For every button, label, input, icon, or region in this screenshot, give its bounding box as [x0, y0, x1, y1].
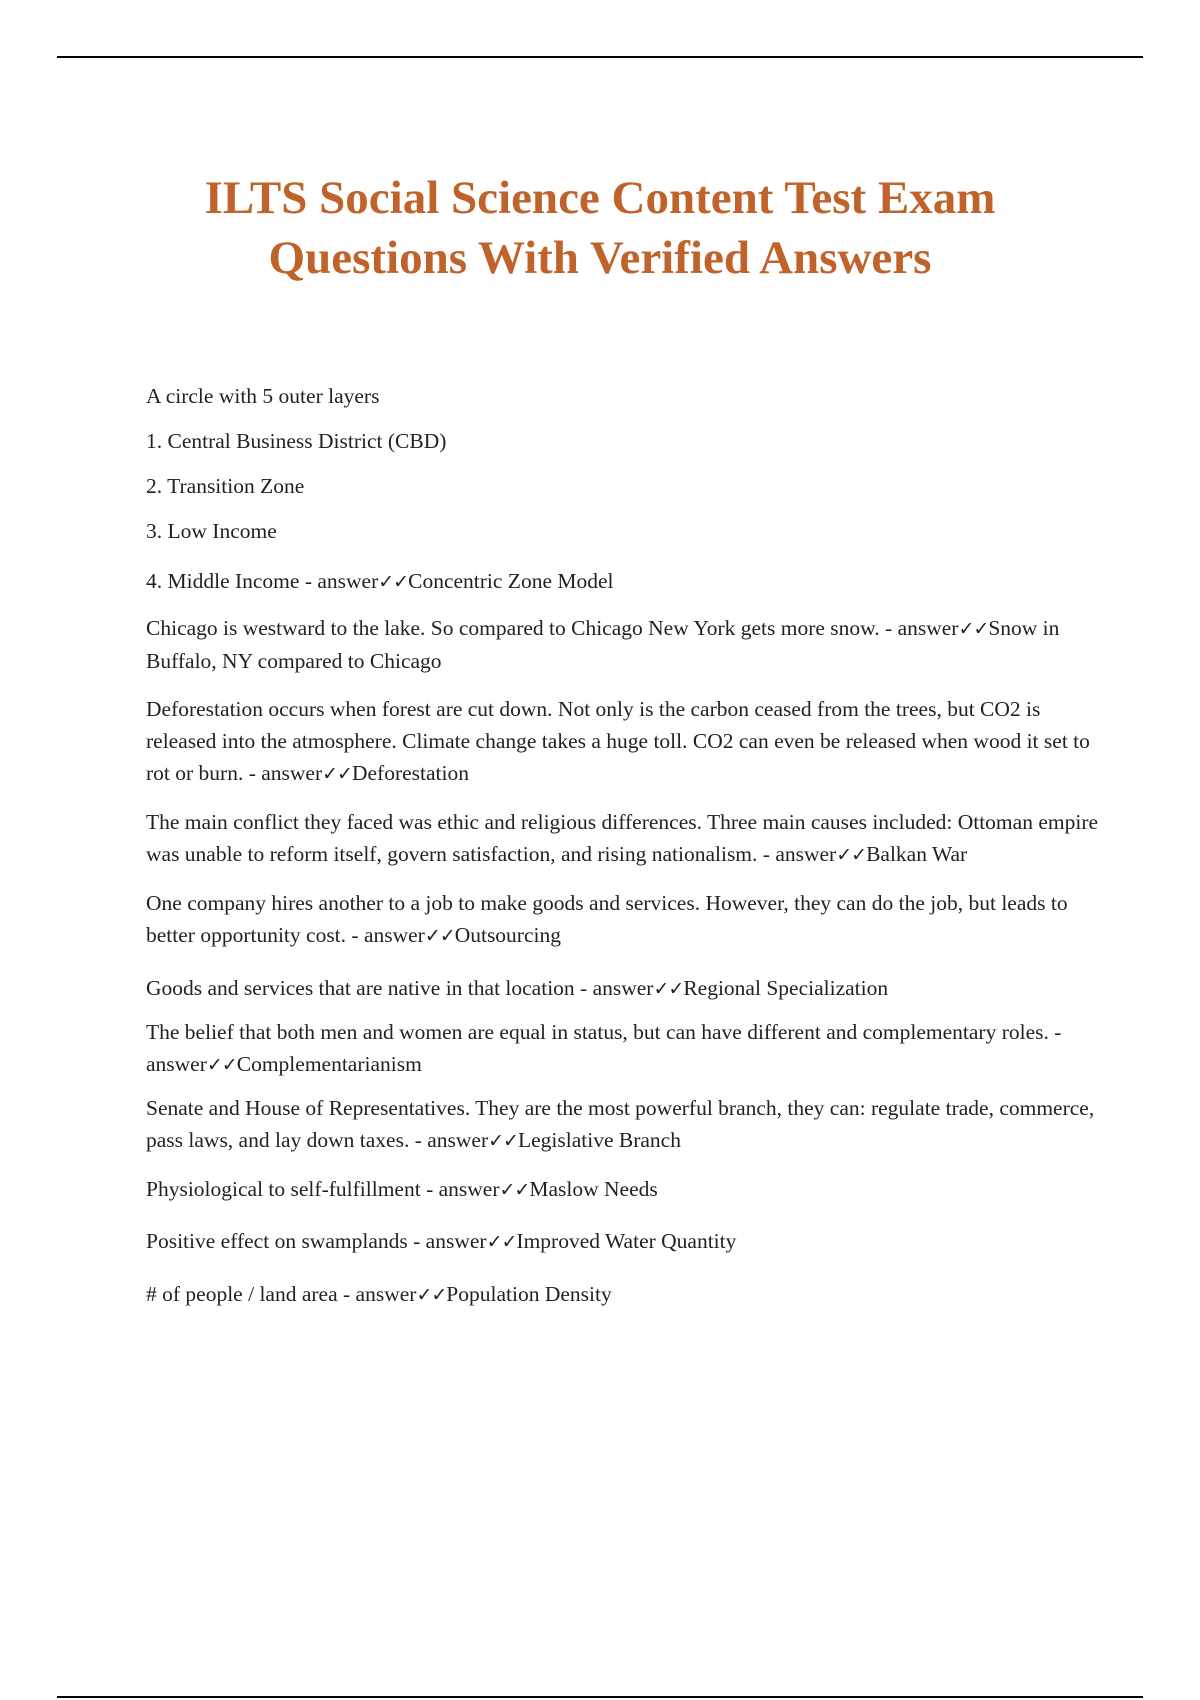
entry-text: 1. Central Business District (CBD) — [146, 429, 447, 453]
entry-text: A circle with 5 outer layers — [146, 384, 380, 408]
answer-text: Deforestation — [351, 761, 469, 785]
list-item — [146, 380, 1101, 412]
double-check-icon: ✓✓ — [416, 1284, 447, 1306]
answer-text: Improved Water Quantity — [516, 1229, 737, 1253]
answer-text: Regional Specialization — [683, 976, 889, 1000]
answer-marker: - answer — [248, 761, 323, 785]
entry-text: 2. Transition Zone — [146, 474, 305, 498]
question-list — [146, 380, 1101, 1311]
answer-marker: - answer — [885, 616, 959, 640]
qa-entry — [146, 1016, 1101, 1081]
double-check-icon: ✓✓ — [499, 1179, 530, 1201]
double-check-icon: ✓✓ — [836, 844, 867, 866]
answer-marker: - answer — [304, 569, 379, 593]
qa-entry — [146, 1278, 1101, 1311]
answer-marker: - answer — [580, 976, 654, 1000]
question-text: Chicago is westward to the lake. So compared to Chicago New York gets more snow. — [146, 616, 880, 640]
qa-entry — [146, 887, 1101, 952]
answer-text: Balkan War — [866, 842, 968, 866]
list-item — [146, 515, 1101, 547]
answer-text: Outsourcing — [454, 923, 561, 947]
qa-entry — [146, 1225, 1101, 1258]
answer-marker: - answer — [413, 1229, 487, 1253]
question-text: # of people / land area — [146, 1282, 338, 1306]
question-text: The main conflict they faced was ethic and religious differences. Three main causes included: Ottoman empire was unable to reform itself, govern satisfaction, and rising nationalism. — [146, 810, 1099, 866]
double-check-icon: ✓✓ — [958, 618, 989, 640]
qa-entry — [146, 806, 1101, 871]
answer-text: Snow in Buffalo, NY compared to Chicago — [146, 616, 1060, 673]
document-title — [100, 168, 1100, 288]
title-line-1: ILTS Social Science Content Test Exam — [204, 172, 996, 224]
answer-marker: - answer — [426, 1177, 500, 1201]
double-check-icon: ✓✓ — [488, 1130, 518, 1152]
bottom-rule — [57, 1696, 1143, 1698]
question-text: Senate and House of Representatives. They are the most powerful branch, they can: regulate trade, commerce, pass laws, and lay down taxes. — [146, 1096, 1095, 1152]
answer-text: Concentric Zone Model — [408, 569, 614, 593]
qa-entry — [146, 693, 1101, 790]
answer-marker: - answer — [343, 1282, 417, 1306]
qa-entry — [146, 565, 1101, 598]
answer-text: Legislative Branch — [517, 1128, 681, 1152]
double-check-icon: ✓✓ — [322, 763, 352, 785]
answer-text: Complementarianism — [236, 1052, 422, 1076]
top-rule — [57, 56, 1143, 58]
question-text: The belief that both men and women are equal in status, but can have different and complementary roles. — [146, 1020, 1049, 1044]
double-check-icon: ✓✓ — [206, 1054, 237, 1076]
double-check-icon: ✓✓ — [424, 925, 455, 947]
question-text: Physiological to self-fulfillment — [146, 1177, 421, 1201]
answer-marker: - answer — [762, 842, 837, 866]
answer-marker: - answer — [146, 1020, 1062, 1076]
qa-entry — [146, 1173, 1101, 1206]
question-text: Deforestation occurs when forest are cut down. Not only is the carbon ceased from the trees, but CO2 is released into the atmosphere. Climate change takes a huge toll. CO2 can even be released when wood it set to rot or burn. — [146, 697, 1090, 785]
list-item — [146, 470, 1101, 502]
entry-text: 3. Low Income — [146, 519, 277, 543]
list-item — [146, 425, 1101, 457]
answer-text: Population Density — [446, 1282, 612, 1306]
qa-entry — [146, 612, 1101, 677]
question-text: 4. Middle Income — [146, 569, 300, 593]
question-text: One company hires another to a job to make goods and services. However, they can do the job, but leads to better opportunity cost. — [146, 891, 1068, 947]
double-check-icon: ✓✓ — [486, 1231, 517, 1253]
question-text: Positive effect on swamplands — [146, 1229, 408, 1253]
answer-marker: - answer — [351, 923, 425, 947]
answer-text: Maslow Needs — [529, 1177, 658, 1201]
answer-marker: - answer — [414, 1128, 489, 1152]
qa-entry — [146, 1092, 1101, 1157]
title-line-2: Questions With Verified Answers — [268, 232, 932, 284]
qa-entry — [146, 972, 1101, 1005]
double-check-icon: ✓✓ — [653, 978, 684, 1000]
question-text: Goods and services that are native in that location — [146, 976, 575, 1000]
double-check-icon: ✓✓ — [378, 571, 409, 593]
